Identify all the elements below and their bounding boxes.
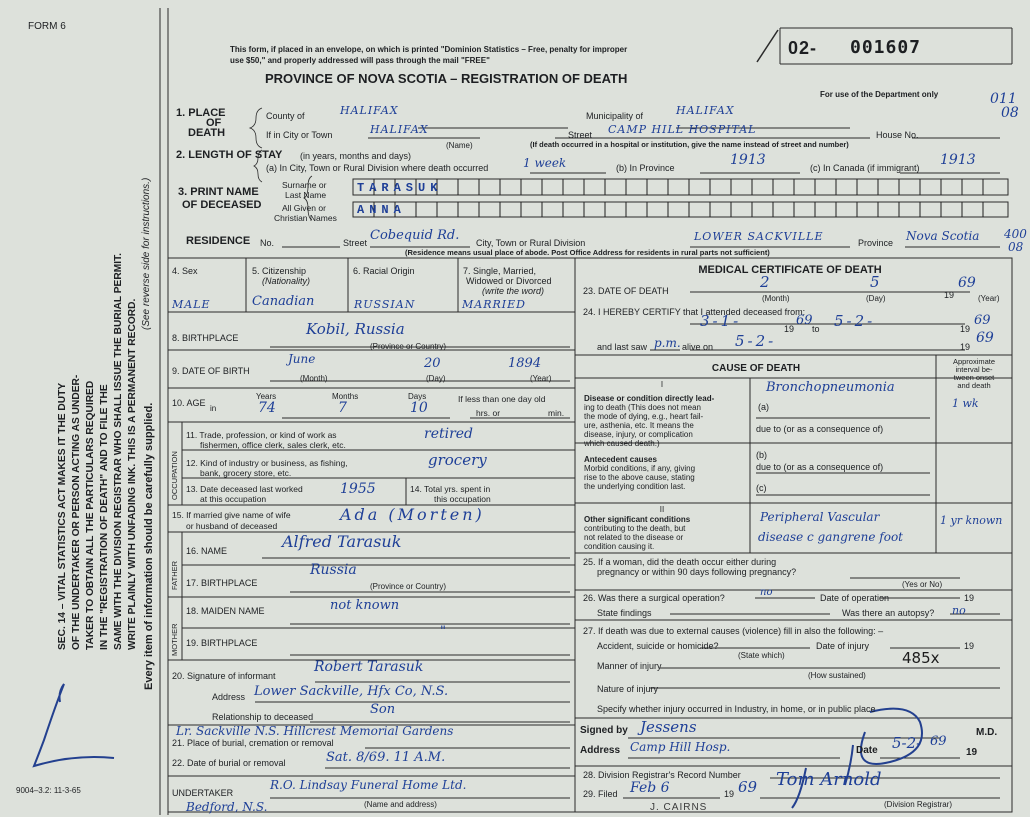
alive-on-label: alive on	[682, 342, 714, 352]
maiden-name-value: not known	[330, 598, 400, 613]
registrar-name-stamp: J. CAIRNS	[650, 802, 708, 813]
municipality-label: Municipality of	[586, 111, 644, 121]
sex-value: MALE	[172, 298, 211, 311]
injury-year-prefix: 19	[964, 641, 975, 651]
county-value: HALIFAX	[340, 104, 399, 117]
manner-label: Manner of injury	[597, 661, 662, 671]
side-note-line: OF THE UNDERTAKER OR PERSON ACTING AS UNDER-	[71, 374, 82, 650]
attended-from-value: 3-1-	[700, 312, 742, 330]
burial-date-label: 22. Date of burial or removal	[172, 758, 286, 768]
informant-address-label: Address	[212, 692, 246, 702]
dob-day-caption: (Day)	[426, 374, 446, 383]
other-conditions-label-4: condition causing it.	[584, 542, 655, 551]
filed-date-value: Feb 6	[630, 780, 670, 796]
hrs-label: hrs. or	[476, 408, 501, 418]
informant-label: 20. Signature of informant	[172, 671, 276, 681]
nature-label: Nature of injury	[597, 684, 659, 694]
antecedent-label-4: the underlying condition last.	[584, 482, 686, 491]
disease-label-4: ure, asthenia, etc. It means the	[584, 421, 694, 430]
father-birthplace-value: Russia	[310, 562, 357, 578]
residence-note: (Residence means usual place of abode. Post Office Address for residents in rural parts not sufficient)	[405, 248, 770, 257]
place-of-death-label: 1. PLACE	[176, 107, 226, 119]
form-code: 9004–3.2: 11-3-65	[16, 786, 81, 795]
stay-city-label: (a) In City, Town or Rural Division where death occurred	[266, 163, 489, 173]
death-year-caption: (Year)	[978, 294, 1000, 303]
section-i-label: I	[660, 380, 664, 389]
citizenship-value: Canadian	[252, 294, 315, 309]
city-town-value: HALIFAX	[370, 123, 429, 136]
interval-other-value: 1 yr known	[940, 514, 1003, 527]
approx-label-3: tween onset	[953, 373, 995, 382]
given-names-value: ANNA	[357, 203, 406, 217]
cause-a-due-to: due to (or as a consequence of)	[756, 424, 884, 434]
hospital-note: (If death occurred in a hospital or institution, give the name instead of street and number)	[530, 140, 849, 149]
industry-label-1: 12. Kind of industry or business, as fishing,	[186, 458, 348, 468]
given-names-label-1: All Given or	[282, 203, 326, 213]
approx-label-4: and death	[957, 381, 991, 390]
last-worked-label-2: at this occupation	[200, 494, 267, 504]
last-worked-label-1: 13. Date deceased last worked	[186, 484, 303, 494]
autopsy-label: Was there an autopsy?	[842, 608, 935, 618]
residence-street-label: Street	[343, 238, 368, 248]
alive-on-value: 5-2-	[735, 332, 777, 350]
other-conditions-label-1: Other significant conditions	[584, 515, 691, 524]
mother-birthplace-label: 19. BIRTHPLACE	[186, 638, 258, 648]
marital-label-3: (write the word)	[482, 286, 545, 296]
hospital-value: CAMP HILL HOSPITAL	[608, 123, 757, 136]
age-months-caption: Months	[332, 392, 359, 401]
attended-to-value: 5-2-	[834, 312, 876, 330]
father-name-value: Alfred Tarasuk	[282, 532, 402, 551]
age-years-caption: Years	[256, 392, 277, 401]
trade-label-2: fishermen, office clerk, sales clerk, etc.	[200, 440, 346, 450]
margin-mark	[30, 690, 70, 750]
signer-address-label: Address	[580, 745, 621, 756]
state-findings-label: State findings	[597, 608, 652, 618]
cause-a-letter: (a)	[758, 402, 769, 412]
age-months-value: 7	[338, 400, 347, 416]
length-of-stay-label: 2. LENGTH OF STAY	[176, 149, 283, 161]
side-note-line: SEC. 14 – VITAL STATISTICS ACT MAKES IT THE DUTY	[57, 382, 68, 650]
surgical-value: no	[760, 587, 773, 598]
spouse-label-2: or husband of deceased	[186, 521, 278, 531]
occupation-vertical-label: OCCUPATION	[170, 451, 179, 500]
racial-origin-label: 6. Racial Origin	[353, 266, 415, 276]
other-conditions-label-3: not related to the disease or	[584, 533, 684, 542]
interval-a-value: 1 wk	[952, 397, 979, 410]
department-code-4: 08	[1008, 240, 1024, 254]
code-stamp-value: 485x	[902, 649, 940, 667]
spouse-value: Ada (Morten)	[340, 505, 485, 524]
approx-label-2: interval be-	[955, 365, 993, 374]
signed-by-label: Signed by	[580, 725, 628, 736]
attended-to-year-value: 69	[974, 313, 991, 328]
disease-label-6: which caused death.)	[584, 439, 660, 448]
department-code-1: 011	[990, 91, 1017, 107]
father-name-label: 16. NAME	[186, 546, 228, 556]
spouse-label-1: 15. If married give name of wife	[172, 510, 291, 520]
undertaker-value: R.O. Lindsay Funeral Home Ltd.	[270, 778, 467, 792]
dob-year-caption: (Year)	[530, 374, 552, 383]
attended-to-label: to	[812, 324, 820, 334]
municipality-value: HALIFAX	[676, 104, 735, 117]
medical-certificate-title: MEDICAL CERTIFICATE OF DEATH	[698, 264, 882, 276]
residence-province-value: Nova Scotia	[906, 229, 980, 243]
undertaker-label: UNDERTAKER	[172, 788, 234, 798]
how-sustained-caption: (How sustained)	[808, 671, 866, 680]
operation-year-prefix: 19	[964, 593, 975, 603]
department-code-2: 08	[1001, 105, 1019, 121]
total-years-label-2: this occupation	[434, 494, 491, 504]
of-deceased-label: OF DECEASED	[182, 199, 262, 211]
autopsy-value: no	[952, 604, 966, 617]
vital-statistics-act-note	[56, 253, 140, 650]
yes-no-caption: (Yes or No)	[902, 580, 943, 589]
cause-of-death-title: CAUSE OF DEATH	[711, 363, 801, 374]
certify-label: 24. I HEREBY CERTIFY that I attended deceased from:	[583, 307, 806, 317]
date-of-death-label: 23. DATE OF DEATH	[583, 286, 669, 296]
department-use-label: For use of the Department only	[820, 90, 939, 99]
death-year-value: 69	[958, 275, 976, 291]
racial-origin-value: RUSSIAN	[354, 298, 416, 311]
informant-address-value: Lower Sackville, Hfx Co, N.S.	[254, 684, 449, 699]
death-month-value: 2	[760, 273, 770, 291]
side-note-line: WRITE PLAINLY WITH UNFADING INK. THIS IS A PERMANENT RECORD.	[127, 298, 138, 650]
registration-number: 001607	[850, 37, 922, 58]
marital-value: MARRIED	[462, 298, 526, 311]
dob-year-value: 1894	[508, 356, 542, 371]
death-label: DEATH	[188, 127, 226, 139]
surname-label-1: Surname or	[282, 180, 327, 190]
informant-value: Robert Tarasuk	[314, 659, 424, 675]
print-name-label: 3. PRINT NAME	[178, 186, 259, 198]
see-reverse-note: (See reverse side for instructions.)	[141, 177, 152, 330]
maiden-name-label: 18. MAIDEN NAME	[186, 606, 265, 616]
antecedent-label-3: rise to the above cause, stating	[584, 473, 695, 482]
registrar-signature: Tom Arnold	[776, 769, 882, 790]
county-label: County of	[266, 111, 305, 121]
filed-year-prefix: 19	[724, 789, 735, 799]
record-number-label: 28. Division Registrar's Record Number	[583, 770, 741, 780]
last-saw-label: and last saw	[597, 342, 648, 352]
other-conditions-label-2: contributing to the death, but	[584, 524, 686, 533]
age-in-label: in	[210, 404, 217, 413]
injury-date-label: Date of injury	[816, 641, 870, 651]
mother-vertical-label: MOTHER	[170, 623, 179, 656]
attended-to-year-prefix: 19	[960, 324, 971, 334]
place-of-label: OF	[206, 117, 222, 129]
birthplace-caption: (Province or Country)	[369, 342, 447, 351]
residence-province-label: Province	[858, 238, 894, 248]
signed-date-label: Date	[856, 745, 878, 756]
md-label: M.D.	[976, 727, 998, 738]
last-saw-value: p.m.	[654, 336, 681, 350]
form-title: PROVINCE OF NOVA SCOTIA – REGISTRATION OF DEATH	[265, 71, 628, 86]
burial-date-value: Sat. 8/69. 11 A.M.	[326, 750, 446, 765]
stay-province-value: 1913	[730, 152, 766, 168]
filed-year-value: 69	[738, 778, 758, 796]
stay-canada-label: (c) In Canada (if immigrant)	[810, 163, 920, 173]
house-no-label: House No.	[876, 130, 919, 140]
city-town-label: If in City or Town	[266, 130, 333, 140]
residence-city-label: City, Town or Rural Division	[476, 238, 586, 248]
marital-label-1: 7. Single, Married,	[463, 266, 537, 276]
disease-label-5: disease, injury, or complication	[584, 430, 693, 439]
section-ii-label: II	[659, 505, 665, 514]
cause-b-due-to: due to (or as a consequence of)	[756, 462, 884, 472]
father-birthplace-caption: (Province or Country)	[369, 582, 447, 591]
birthplace-label: 8. BIRTHPLACE	[172, 333, 239, 343]
stay-city-value: 1 week	[523, 156, 567, 170]
external-causes-label: 27. If death was due to external causes (violence) fill in also the following: –	[583, 626, 884, 636]
disease-label-3: the mode of dying, e.g., heart fail-	[584, 412, 704, 421]
state-which-caption: (State which)	[738, 651, 785, 660]
relationship-value: Son	[370, 702, 396, 717]
every-item-note: Every item of information should be carefully supplied.	[143, 402, 155, 690]
total-years-label-1: 14. Total yrs. spent in	[410, 484, 491, 494]
death-month-caption: (Month)	[762, 294, 790, 303]
alive-on-year-prefix: 19	[960, 342, 971, 352]
stay-canada-value: 1913	[940, 152, 976, 168]
attended-from-year-prefix: 19	[784, 324, 795, 334]
undertaker-caption: (Name and address)	[364, 800, 437, 809]
nationality-label: (Nationality)	[262, 276, 311, 286]
signed-year-prefix: 19	[966, 747, 978, 758]
accident-label: Accident, suicide or homicide?	[597, 641, 719, 651]
last-worked-value: 1955	[340, 481, 376, 497]
antecedent-label-2: Morbid conditions, if any, giving	[584, 464, 696, 473]
death-year-prefix: 19	[944, 290, 955, 300]
operation-date-label: Date of operation	[820, 593, 890, 603]
signed-by-value: Jessens	[640, 718, 697, 736]
cause-b-letter: (b)	[756, 450, 767, 460]
dob-month-value: June	[288, 352, 316, 366]
death-day-caption: (Day)	[866, 294, 886, 303]
age-years-value: 74	[258, 400, 276, 416]
father-vertical-label: FATHER	[170, 560, 179, 590]
cause-c-letter: (c)	[756, 483, 767, 493]
pregnancy-label-1: 25. If a woman, did the death occur either during	[583, 557, 777, 567]
surname-value: TARASUK	[357, 181, 443, 195]
department-code-3: 400	[1004, 227, 1027, 241]
registration-prefix: 02-	[788, 38, 818, 58]
side-note-line: SAME WITH THE DIVISION REGISTRAR WHO SHALL ISSUE THE BURIAL PERMIT.	[113, 253, 124, 650]
burial-place-value: Lr. Sackville N.S. Hillcrest Memorial Gardens	[176, 724, 454, 738]
citizenship-label: 5. Citizenship	[252, 266, 307, 276]
notice-line-1: This form, if placed in an envelope, on which is printed "Dominion Statistics – Free, penalty for improper	[230, 45, 628, 54]
signed-date-value: 5-2-	[892, 734, 922, 752]
dob-label: 9. DATE OF BIRTH	[172, 366, 250, 376]
marital-label-2: Widowed or Divorced	[466, 276, 552, 286]
specify-label: Specify whether injury occurred in Industry, in home, or in public place	[597, 704, 876, 714]
age-label: 10. AGE	[172, 398, 206, 408]
signed-date-year-value: 69	[930, 734, 947, 749]
antecedent-label-1: Antecedent causes	[584, 455, 657, 464]
given-names-label-2: Christian Names	[274, 213, 337, 223]
other-condition-1-value: Peripheral Vascular	[760, 510, 880, 524]
less-than-day-label: If less than one day old	[458, 394, 546, 404]
length-of-stay-sub: (in years, months and days)	[300, 151, 412, 161]
residence-no-label: No.	[260, 238, 275, 248]
street-label: Street	[568, 130, 593, 140]
mother-birthplace-value: "	[440, 624, 446, 639]
dob-day-value: 20	[424, 356, 441, 371]
other-condition-2-value: disease c gangrene foot	[758, 530, 903, 544]
disease-label-2: ing to death (This does not mean	[584, 403, 701, 412]
dob-month-caption: (Month)	[300, 374, 328, 383]
death-day-value: 5	[870, 273, 880, 291]
age-days-value: 10	[410, 400, 428, 416]
residence-label: RESIDENCE	[186, 235, 251, 247]
cause-a-value: Bronchopneumonia	[766, 380, 895, 395]
undertaker-city-value: Bedford, N.S.	[186, 800, 268, 814]
alive-on-year-value: 69	[976, 330, 994, 346]
trade-value: retired	[424, 426, 474, 442]
father-birthplace-label: 17. BIRTHPLACE	[186, 578, 258, 588]
surgical-label: 26. Was there a surgical operation?	[583, 593, 725, 603]
sex-label: 4. Sex	[172, 266, 198, 276]
division-registrar-caption: (Division Registrar)	[884, 800, 953, 809]
notice-line-2: use $50," and properly addressed will pass through the mail "FREE"	[230, 56, 490, 65]
side-note-line: TAKER TO OBTAIN ALL THE PARTICULARS REQUIRED	[85, 380, 96, 650]
residence-city-value: LOWER SACKVILLE	[694, 230, 824, 243]
min-label: min.	[548, 408, 565, 418]
residence-street-value: Cobequid Rd.	[370, 228, 460, 243]
signer-address-value: Camp Hill Hosp.	[630, 740, 731, 754]
industry-label-2: bank, grocery store, etc.	[200, 468, 292, 478]
form-number: FORM 6	[28, 21, 66, 32]
burial-place-label: 21. Place of burial, cremation or removal	[172, 738, 334, 748]
stay-province-label: (b) In Province	[616, 163, 675, 173]
pregnancy-label-2: pregnancy or within 90 days following pregnancy?	[597, 567, 797, 577]
industry-value: grocery	[428, 451, 487, 469]
age-days-caption: Days	[408, 392, 427, 401]
trade-label-1: 11. Trade, profession, or kind of work as	[186, 430, 337, 440]
surname-label-2: Last Name	[285, 190, 327, 200]
name-caption: (Name)	[446, 141, 473, 150]
disease-label-1: Disease or condition directly lead-	[584, 394, 715, 403]
attended-from-year-value: 69	[796, 313, 813, 328]
relationship-label: Relationship to deceased	[212, 712, 314, 722]
approx-label-1: Approximate	[952, 357, 996, 366]
filed-label: 29. Filed	[583, 789, 618, 799]
side-note-line: IN THE "REGISTRATION OF DEATH" AND TO FILE THE	[99, 384, 110, 650]
birthplace-value: Kobil, Russia	[306, 320, 405, 338]
